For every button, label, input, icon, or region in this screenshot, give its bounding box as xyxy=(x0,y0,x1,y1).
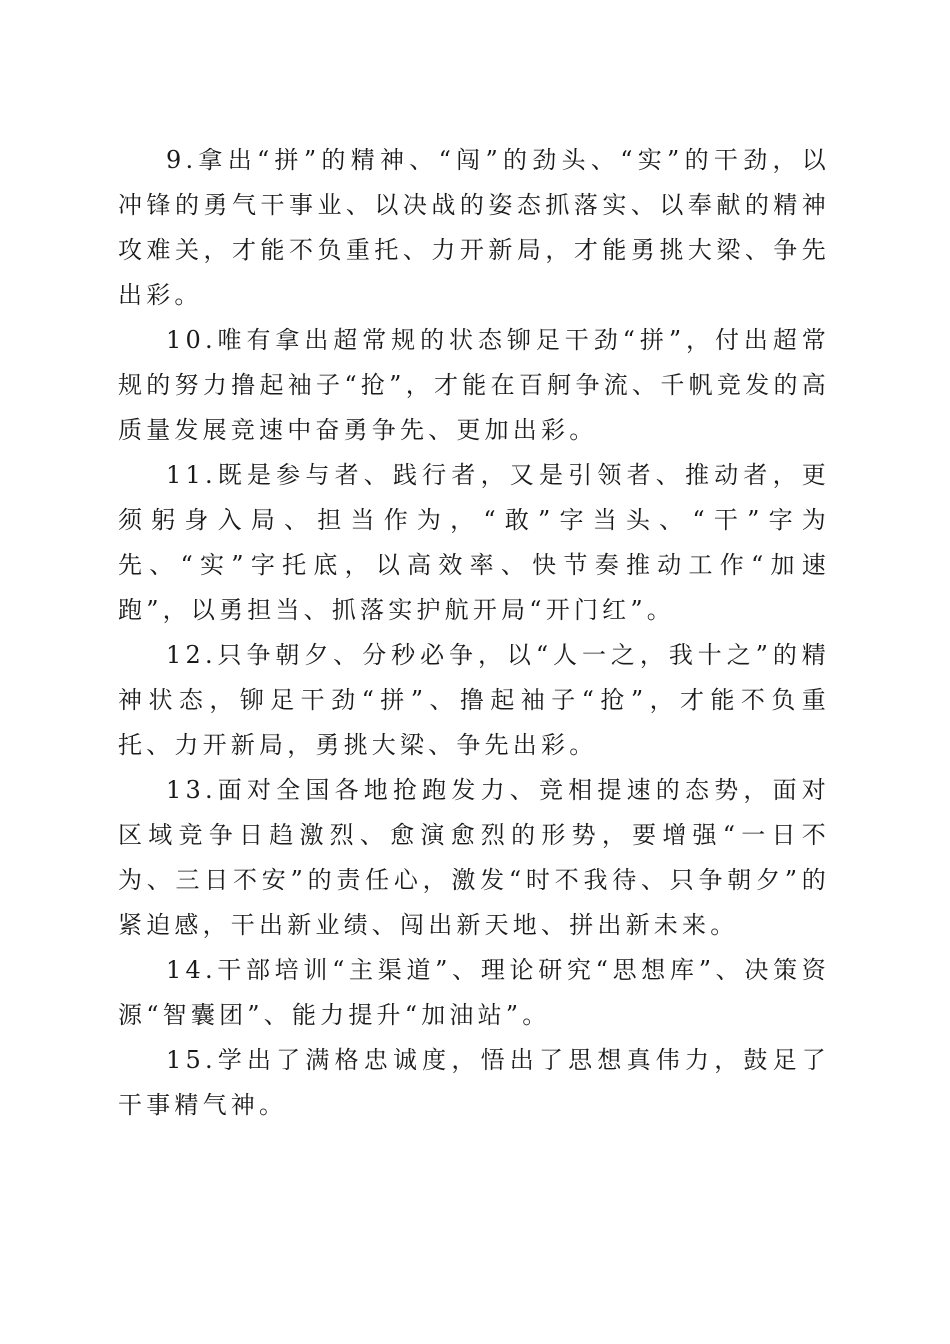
document-body xyxy=(118,138,830,1128)
paragraph-10: 10.唯有拿出超常规的状态铆足干劲“拼”，付出超常规的努力撸起袖子“抢”，才能在百舸争流、千帆竞发的高质量发展竞速中奋勇争先、更加出彩。 xyxy=(118,326,830,444)
paragraph-12: 12.只争朝夕、分秒必争，以“人一之，我十之”的精神状态，铆足干劲“拼”、撸起袖子“抢”，才能不负重托、力开新局，勇挑大梁、争先出彩。 xyxy=(118,641,830,759)
paragraph-14: 14.干部培训“主渠道”、理论研究“思想库”、决策资源“智囊团”、能力提升“加油站”。 xyxy=(118,956,830,1029)
paragraph-13: 13.面对全国各地抢跑发力、竞相提速的态势，面对区域竞争日趋激烈、愈演愈烈的形势，要增强“一日不为、三日不安”的责任心，激发“时不我待、只争朝夕”的紧迫感，干出新业绩、闯出新天地、拼出新未来。 xyxy=(118,776,830,939)
paragraph-9: 9.拿出“拼”的精神、“闯”的劲头、“实”的干劲，以冲锋的勇气干事业、以决战的姿态抓落实、以奉献的精神攻难关，才能不负重托、力开新局，才能勇挑大梁、争先出彩。 xyxy=(118,146,830,309)
paragraph-11: 11.既是参与者、践行者，又是引领者、推动者，更须躬身入局、担当作为，“敢”字当头、“干”字为先、“实”字托底，以高效率、快节奏推动工作“加速跑”，以勇担当、抓落实护航开局“开门红”。 xyxy=(118,461,830,624)
paragraph-15: 15.学出了满格忠诚度，悟出了思想真伟力，鼓足了干事精气神。 xyxy=(118,1046,830,1119)
